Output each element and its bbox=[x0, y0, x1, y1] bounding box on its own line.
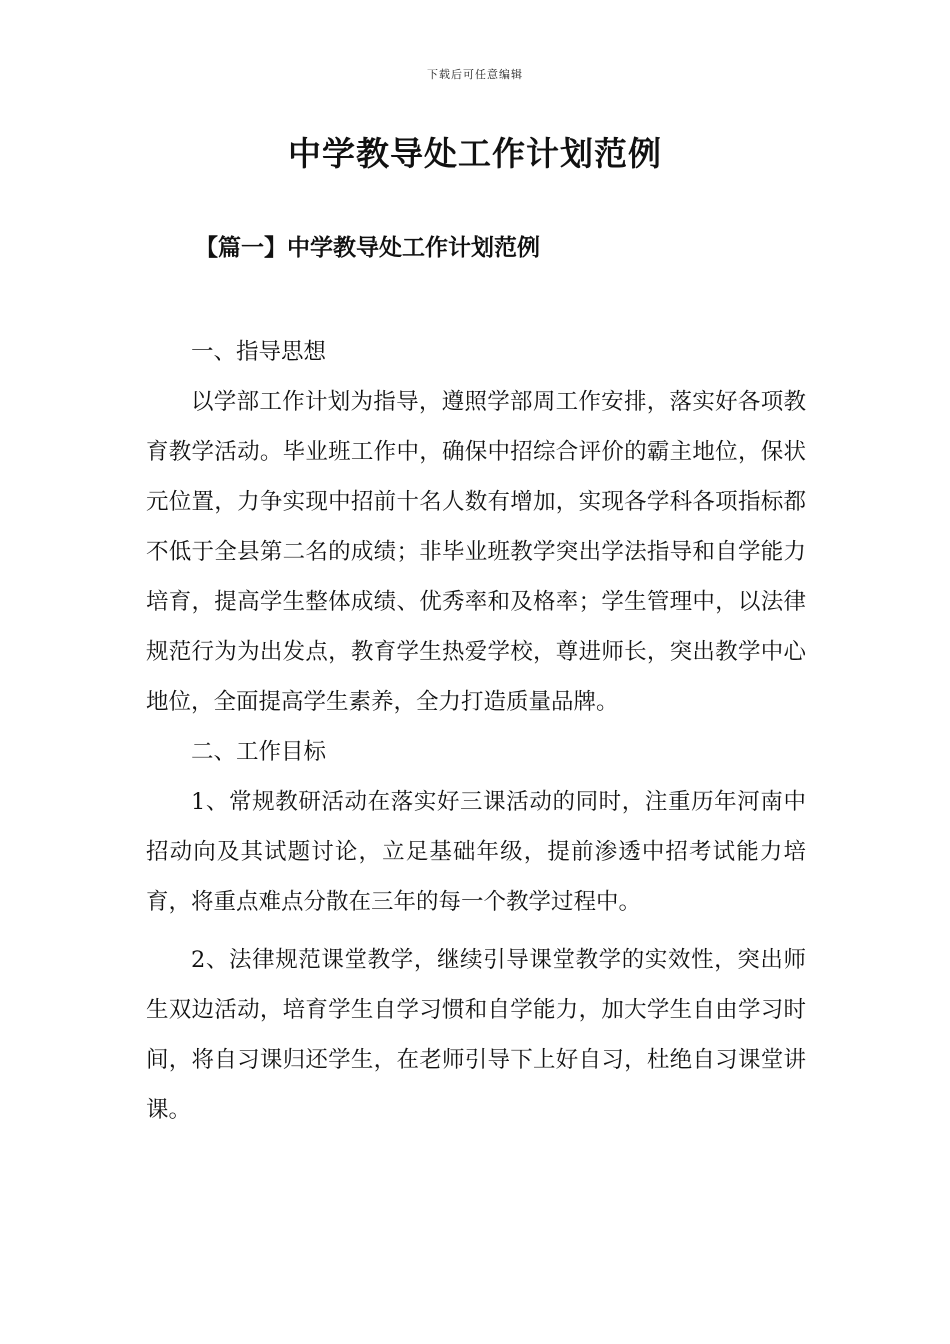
document-title: 中学教导处工作计划范例 bbox=[288, 134, 662, 173]
paragraph-guiding-ideology: 以学部工作计划为指导，遵照学部周工作安排，落实好各项教育教学活动。毕业班工作中，确保中招综合评价的霸主地位，保状元位置，力争实现中招前十名人数有增加，实现各学科各项指标都不低于全县第二名的成绩；非毕业班教学突出学法指导和自学能力培育，提高学生整体成绩、优秀率和及格率；学生管理中，以法律规范行为为出发点，教育学生热爱学校，尊进师长，突出教学中心地位，全面提高学生素养，全力打造质量品牌。 bbox=[146, 389, 806, 715]
paragraph-goal-2: 2、法律规范课堂教学，继续引导课堂教学的实效性，突出师生双边活动，培育学生自学习惯和自学能力，加大学生自由学习时间，将自习课归还学生，在老师引导下上好自习，杜绝自习课堂讲课。 bbox=[146, 947, 806, 1123]
paragraph-goal-1: 1、常规教研活动在落实好三课活动的同时，注重历年河南中招动向及其试题讨论，立足基础年级，提前渗透中招考试能力培育，将重点难点分散在三年的每一个教学过程中。 bbox=[146, 789, 806, 915]
heading-guiding-ideology: 一、指导思想 bbox=[191, 339, 327, 365]
header-note: 下载后可任意编辑 bbox=[427, 68, 523, 81]
document-body bbox=[146, 327, 806, 1135]
section-heading: 【篇一】中学教导处工作计划范例 bbox=[195, 234, 540, 261]
heading-work-goals: 二、工作目标 bbox=[191, 739, 327, 765]
